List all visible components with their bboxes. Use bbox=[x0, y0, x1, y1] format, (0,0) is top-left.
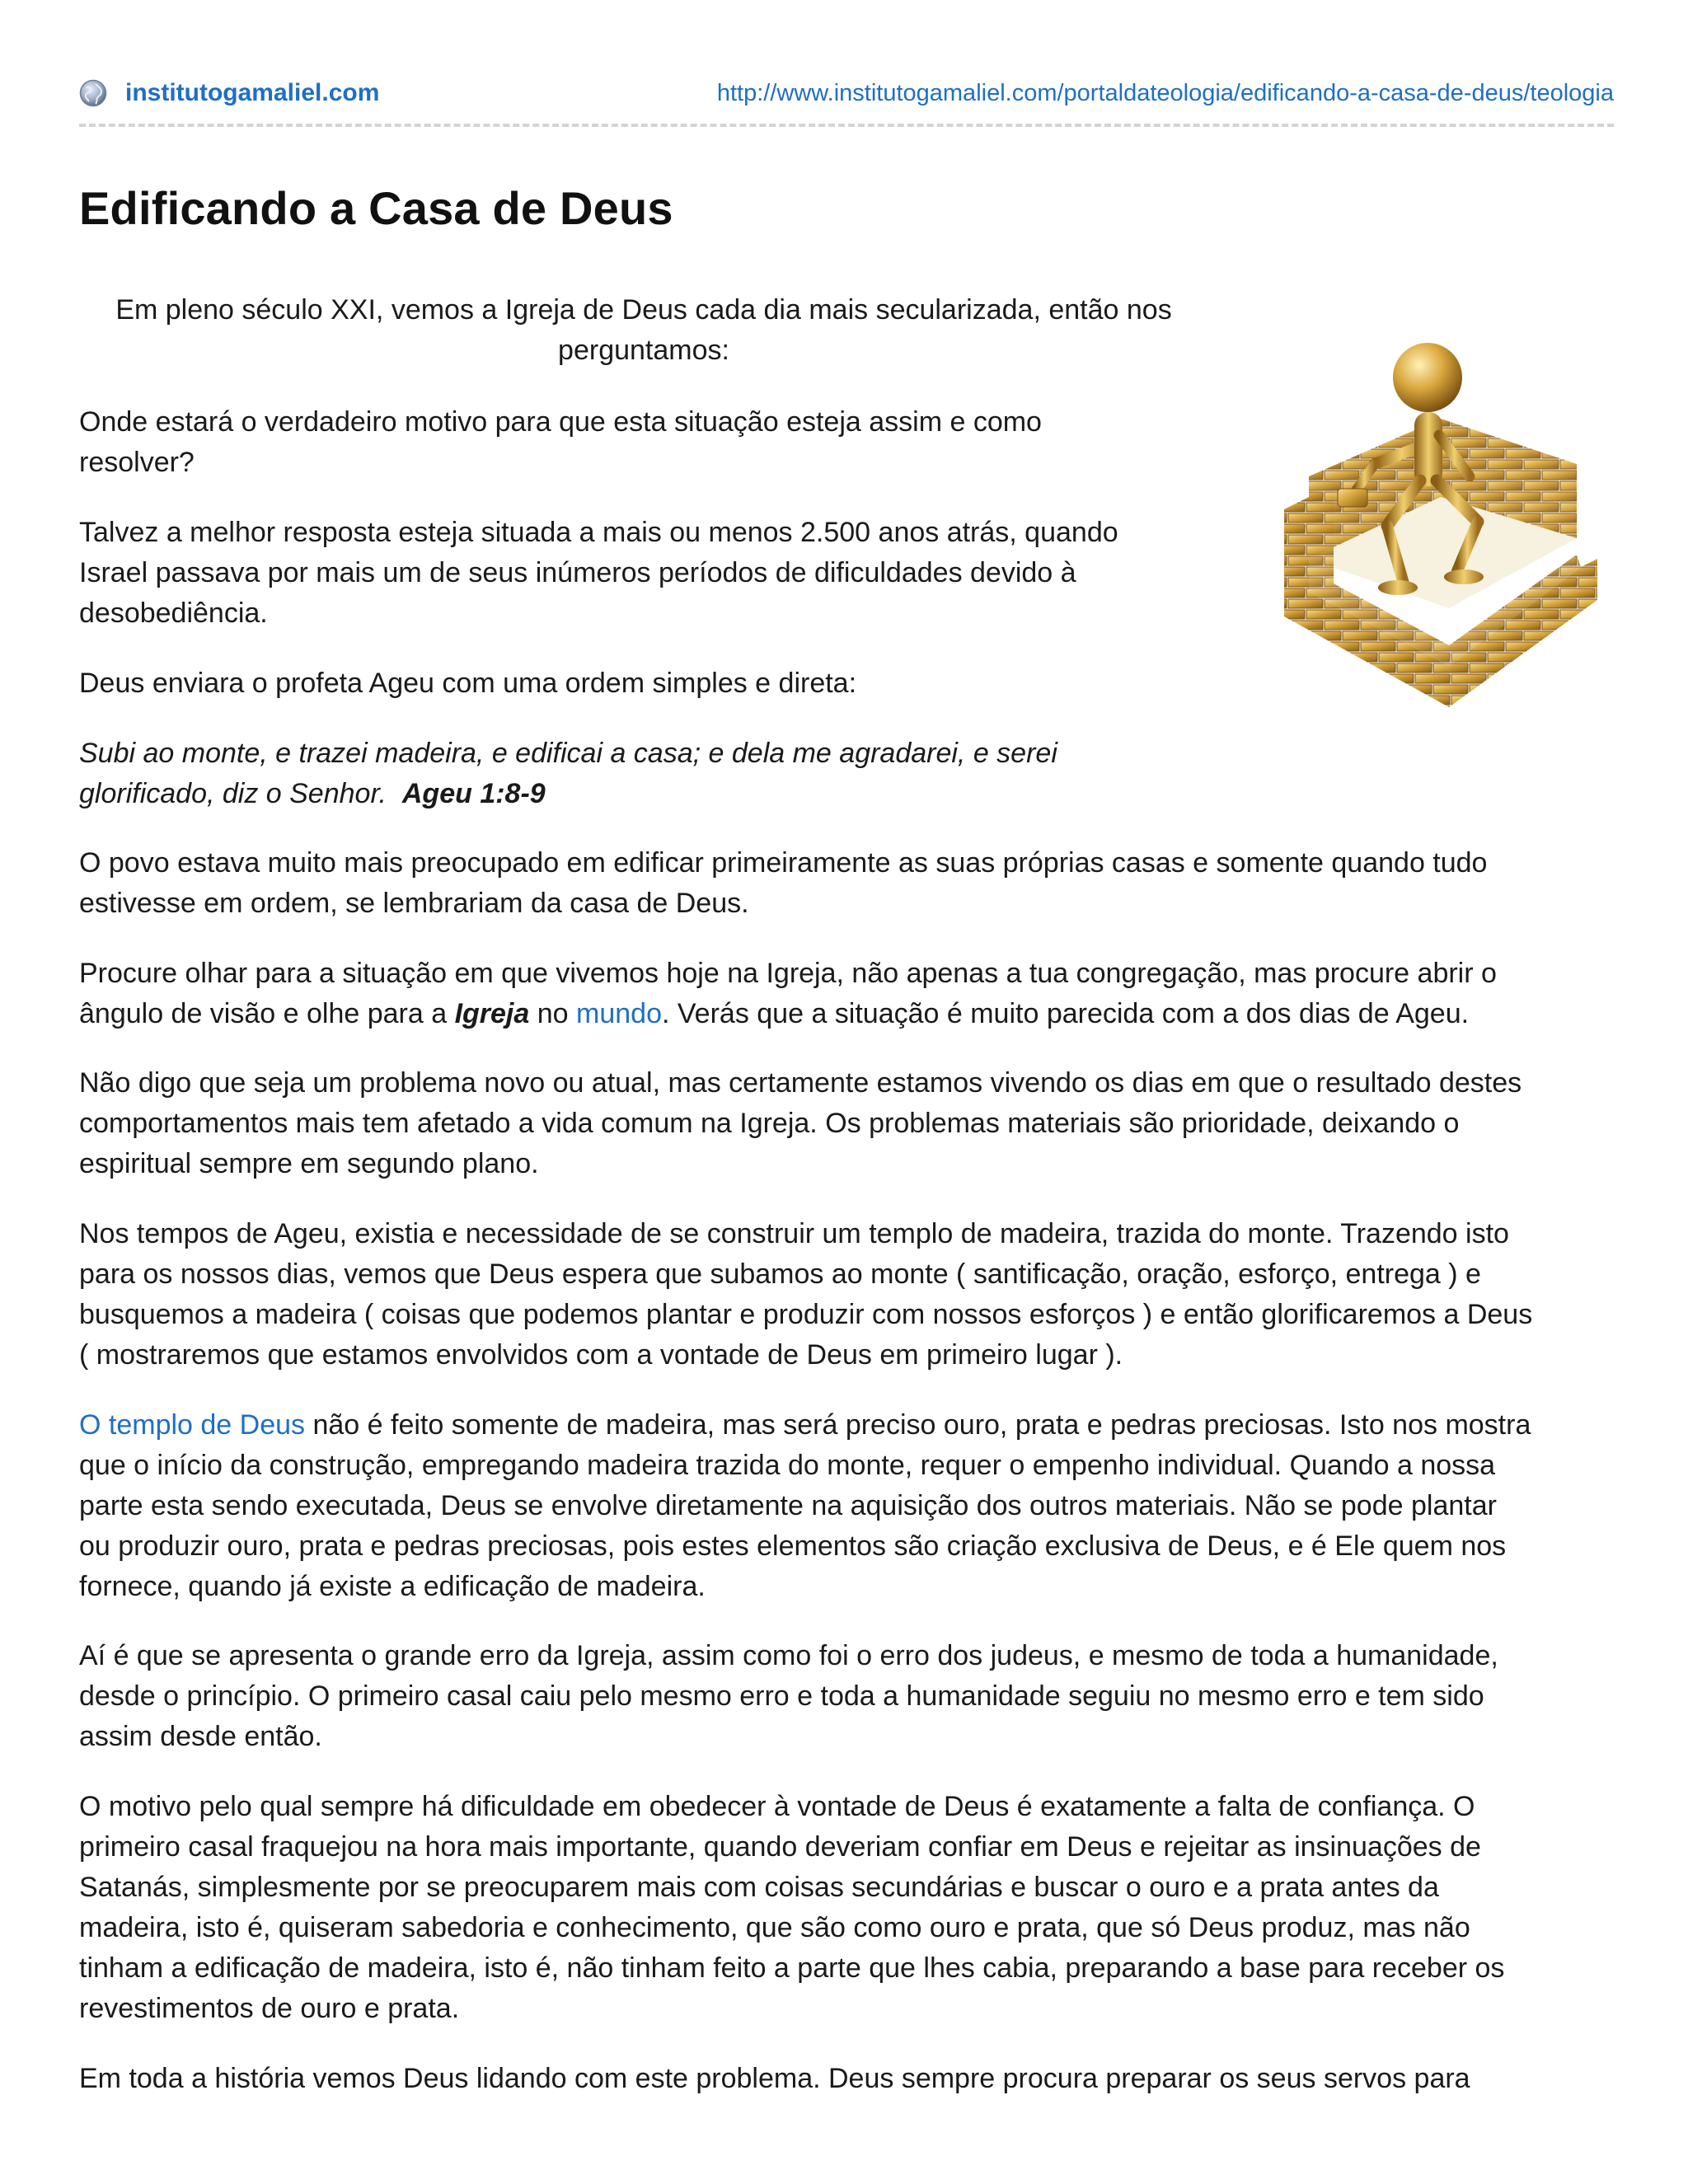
text-line: Aí é que se apresenta o grande erro da Igreja, assim como foi o erro dos judeus, e mesmo de toda a humanidade, bbox=[79, 1640, 1498, 1671]
text-line: comportamentos mais tem afetado a vida comum na Igreja. Os problemas materiais são prioridade, deixando o bbox=[79, 1108, 1460, 1139]
paragraph bbox=[79, 1405, 1620, 1607]
text-line: Talvez a melhor resposta esteja situada a mais ou menos 2.500 anos atrás, quando bbox=[79, 517, 1118, 548]
text-line: busquemos a madeira ( coisas que podemos plantar e produzir com nossos esforços ) e então glorificaremos a Deus bbox=[79, 1299, 1533, 1330]
header-divider bbox=[79, 124, 1614, 127]
scripture-quote bbox=[79, 733, 1208, 814]
text-line: fornece, quando já existe a edificação de madeira. bbox=[79, 1571, 706, 1602]
text-line: resolver? bbox=[79, 447, 195, 478]
text-line: revestimentos de ouro e prata. bbox=[79, 1993, 460, 2024]
text-line: ângulo de visão e olhe para a bbox=[79, 998, 455, 1029]
paragraph bbox=[79, 663, 1208, 704]
text-line: assim desde então. bbox=[79, 1721, 322, 1752]
text-line: não é feito somente de madeira, mas será preciso ouro, prata e pedras preciosas. Isto nos mostra bbox=[305, 1409, 1531, 1441]
paragraph bbox=[79, 1787, 1620, 2029]
text-line: desde o princípio. O primeiro casal caiu pelo mesmo erro e toda a humanidade seguiu no mesmo erro e tem sido bbox=[79, 1680, 1484, 1712]
text-line: que o início da construção, empregando madeira trazida do monte, requer o empenho individual. Quando a nossa bbox=[79, 1450, 1496, 1481]
intro-line: perguntamos: bbox=[558, 335, 729, 366]
text-line: . Verás que a situação é muito parecida com a dos dias de Ageu. bbox=[661, 998, 1470, 1029]
article-title: Edificando a Casa de Deus bbox=[79, 182, 673, 234]
text-line: primeiro casal fraquejou na hora mais importante, quando deveriam confiar em Deus e rejeitar as insinuações de bbox=[79, 1831, 1481, 1863]
text-line: Deus enviara o profeta Ageu com uma ordem simples e direta: bbox=[79, 668, 857, 699]
text-line: Subi ao monte, e trazei madeira, e edificai a casa; e dela me agradarei, e serei bbox=[79, 738, 1057, 769]
text-line: estivesse em ordem, se lembrariam da casa de Deus. bbox=[79, 888, 749, 919]
site-name-link[interactable]: institutogamaliel.com bbox=[125, 79, 380, 106]
text-line: no bbox=[529, 998, 577, 1029]
text-line: O povo estava muito mais preocupado em edificar primeiramente as suas próprias casas e somente quando tudo bbox=[79, 847, 1488, 879]
text-line: Procure olhar para a situação em que vivemos hoje na Igreja, não apenas a tua congregação, mas procure abrir o bbox=[79, 958, 1497, 989]
paragraph bbox=[79, 1214, 1620, 1376]
text-line: Em toda a história vemos Deus lidando com este problema. Deus sempre procura preparar os seus servos para bbox=[79, 2063, 1470, 2094]
text-line: Nos tempos de Ageu, existia e necessidade de se construir um templo de madeira, trazida do monte. Trazendo isto bbox=[79, 1218, 1509, 1249]
text-line: tinham a edificação de madeira, isto é, não tinham feito a parte que lhes cabia, preparando a base para receber os bbox=[79, 1952, 1505, 1984]
text-line: Não digo que seja um problema novo ou atual, mas certamente estamos vivendo os dias em que o resultado destes bbox=[79, 1067, 1522, 1099]
paragraph bbox=[79, 513, 1208, 634]
scripture-reference: Ageu 1:8-9 bbox=[401, 778, 546, 809]
text-line: Satanás, simplesmente por se preocuparem mais com coisas secundárias e buscar o ouro e a prata antes da bbox=[79, 1872, 1439, 1903]
page-url-link[interactable]: http://www.institutogamaliel.com/portaldateologia/edificando-a-casa-de-deus/teologia bbox=[716, 80, 1614, 106]
paragraph bbox=[79, 1063, 1620, 1184]
text-line: Israel passava por mais um de seus inúmeros períodos de dificuldades devido à bbox=[79, 557, 1076, 588]
text-line: O motivo pelo qual sempre há dificuldade em obedecer à vontade de Deus é exatamente a falta de confiança. O bbox=[79, 1791, 1475, 1822]
paragraph bbox=[79, 402, 1208, 483]
text-line: Onde estará o verdadeiro motivo para que esta situação esteja assim e como bbox=[79, 406, 1042, 438]
intro-paragraph bbox=[79, 290, 1208, 371]
emphasis-igreja: Igreja bbox=[454, 998, 530, 1029]
text-line: madeira, isto é, quiseram sabedoria e conhecimento, que são como ouro e prata, que só Deus produz, mas não bbox=[79, 1912, 1470, 1943]
paragraph bbox=[79, 1636, 1620, 1757]
intro-line: Em pleno século XXI, vemos a Igreja de Deus cada dia mais secularizada, então nos bbox=[115, 294, 1172, 326]
text-line: desobediência. bbox=[79, 598, 268, 629]
text-line: glorificado, diz o Senhor. bbox=[79, 778, 387, 809]
gold-figure-building-wall-illustration bbox=[1251, 320, 1614, 707]
paragraph bbox=[79, 843, 1620, 924]
text-line: para os nossos dias, vemos que Deus espera que subamos ao monte ( santificação, oração, esforço, entrega ) e bbox=[79, 1258, 1481, 1290]
paragraph bbox=[79, 2059, 1620, 2099]
paragraph bbox=[79, 954, 1620, 1034]
text-line: parte esta sendo executada, Deus se envolve diretamente na aquisição dos outros materiais. Não se pode plantar bbox=[79, 1490, 1497, 1521]
globe-icon bbox=[79, 79, 107, 107]
text-line: ou produzir ouro, prata e pedras preciosas, pois estes elementos são criação exclusiva de Deus, e é Ele quem nos bbox=[79, 1530, 1507, 1562]
text-line: ( mostraremos que estamos envolvidos com a vontade de Deus em primeiro lugar ). bbox=[79, 1339, 1123, 1371]
page-header bbox=[79, 74, 1614, 115]
link-templo-de-deus[interactable]: O templo de Deus bbox=[79, 1409, 306, 1441]
link-mundo[interactable]: mundo bbox=[576, 998, 662, 1029]
text-line: espiritual sempre em segundo plano. bbox=[79, 1148, 539, 1179]
